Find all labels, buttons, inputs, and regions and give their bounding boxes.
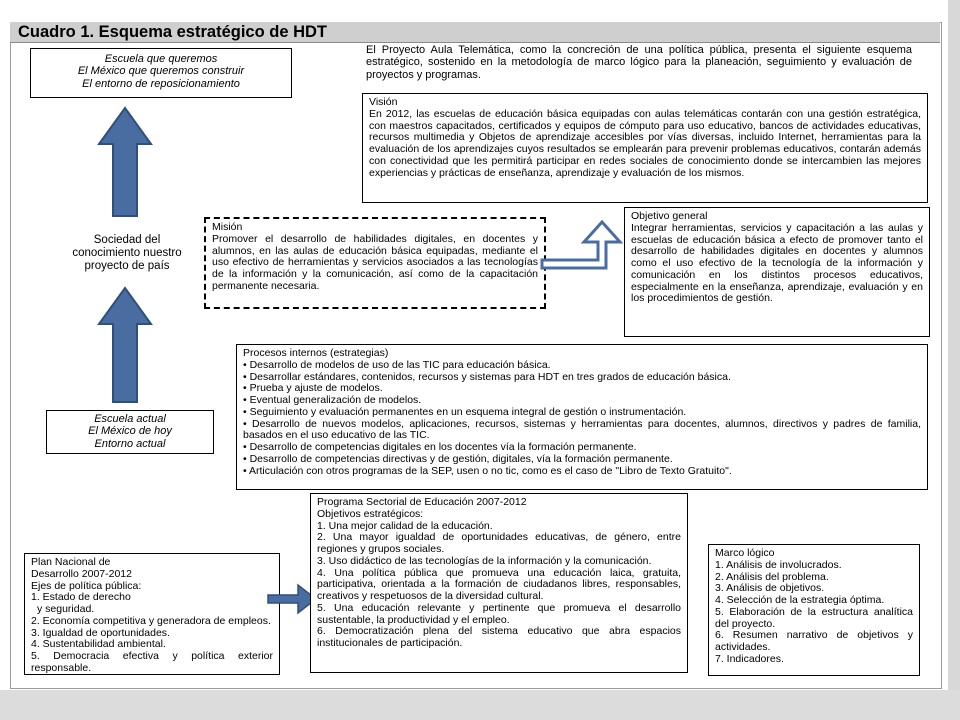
programa-item: 4. Una política pública que promueva una educación laica, gratuita, participativa, orientada a la formación de ciudadanos libres, responsables, creativos y respetuosos de la diversidad cultural. — [317, 566, 681, 602]
programa-item: 5. Una educación relevante y pertinente que promueva el desarrollo sustentable, la productividad y el empleo. — [317, 601, 681, 626]
procesos-item: • Desarrollo de nuevos modelos, aplicaciones, recursos, sistemas y herramientas para docentes, alumnos, directivos y padres de familia, basados en el uso educativo de las TIC. — [243, 417, 921, 442]
up-arrow-top — [97, 106, 153, 218]
intro-text: El Proyecto Aula Telemática, como la concreción de una política pública, presenta el siguiente esquema estratégico, sostenido en la metodología de marco lógico para la planeación, seguimiento y evaluación de proyectos y programas. — [366, 44, 912, 81]
marco-logico-item: 1. Análisis de involucrados. — [715, 558, 842, 571]
up-arrow-bottom — [97, 286, 153, 404]
sociedad-text: Sociedad del conocimiento nuestro proyecto de país — [72, 234, 182, 272]
plan-nacional-line: Desarrollo 2007-2012 — [31, 567, 132, 580]
marco-logico-item: 7. Indicadores. — [715, 652, 784, 665]
objetivo-general-box — [624, 207, 930, 337]
programa-item: 3. Uso didáctico de las tecnologías de la información y la comunicación. — [317, 554, 652, 567]
escuela-actual-line: Entorno actual — [94, 437, 166, 450]
marco-logico-item: 6. Resumen narrativo de objetivos y actividades. — [715, 629, 913, 653]
escuela-queremos-line: El entorno de reposicionamiento — [82, 77, 240, 90]
plan-nacional-line: 1. Estado de derecho — [31, 591, 131, 604]
escuela-actual-box — [46, 410, 214, 454]
plan-nacional-line: 4. Sustentabilidad ambiental. — [31, 638, 166, 651]
programa-item: 6. Democratización plena del sistema educativo que abra espacios institucionales de participación. — [317, 625, 681, 649]
plan-nacional-line: 2. Economía competitiva y generadora de empleos. — [31, 614, 271, 627]
vision-text: En 2012, las escuelas de educación básica equipadas con aulas telemáticas contarán con una gestión estratégica, con maestros capacitados, certificados y equipos de cómputo para uso educativo, bancos de actividades educativas, recursos multimedia y Objetos de aprendizaje accesibles por vías diversas, incluido Internet, herramientas para la evaluación de los aprendizajes cuyos resultados se emplearán para prevenir problemas educativos, contarán además con conectividad que les permitirá participar en redes sociales de conocimiento donde se intercambien las mejores experiencias y prácticas de enseñanza, aprendizaje y evaluación de los mismos. — [369, 107, 921, 179]
marco-logico-item: 4. Selección de la estrategia óptima. — [715, 594, 885, 606]
plan-nacional-line: y seguridad. — [37, 603, 95, 615]
plan-nacional-line: 3. Igualdad de oportunidades. — [31, 626, 170, 639]
marco-logico-box — [708, 544, 920, 676]
procesos-heading: Procesos internos (estrategias) — [243, 347, 389, 359]
escuela-actual-line: Escuela actual — [94, 413, 166, 425]
programa-item: 2. Una mayor igualdad de oportunidades educativas, de género, entre regiones y grupos sociales. — [317, 531, 681, 555]
procesos-item: • Desarrollo de modelos de uso de las TIC para educación básica. — [243, 358, 551, 371]
programa-heading: Programa Sectorial de Educación 2007-2012 — [317, 496, 527, 508]
plan-nacional-box — [24, 553, 280, 675]
marco-logico-item: 2. Análisis del problema. — [715, 570, 829, 583]
outline-arrow-mision-objetivo — [540, 218, 632, 274]
programa-sectorial-box — [310, 493, 688, 673]
marco-logico-item: 3. Análisis de objetivos. — [715, 582, 825, 595]
objetivo-text: Integrar herramientas, servicios y capacitación a las aulas y escuelas de educación básica a efecto de promover tanto el desarrollo de habilidades digitales en docentes y alumnos como el uso efectivo de la tecnología de la información y comunicación en los distintos procesos educativos, especialmente en la enseñanza, aprendizaje, evaluación y en los procedimientos de gestión. — [631, 221, 923, 305]
procesos-item: • Seguimiento y evaluación permanentes en un esquema integral de gestión o instrumentación. — [243, 405, 687, 418]
mision-text: Promover el desarrollo de habilidades digitales, en docentes y alumnos, en las aulas de educación básica equipadas, mediante el uso efectivo de herramientas y servicios asociados a las tecnologías de la información y la comunicación, así como de la capacitación permanente necesaria. — [212, 232, 538, 292]
procesos-item: • Desarrollo de competencias directivas y de gestión, digitales, vía la formación permanente. — [243, 452, 673, 465]
procesos-internos-box — [236, 344, 928, 490]
procesos-item: • Articulación con otros programas de la SEP, usen o no tic, como es el caso de "Libro de Texto Gratuito". — [243, 464, 732, 477]
procesos-item: • Prueba y ajuste de modelos. — [243, 382, 383, 395]
plan-nacional-line: Ejes de política pública: — [31, 579, 142, 592]
procesos-item: • Desarrollar estándares, contenidos, recursos y sistemas para HDT en tres grados de educación básica. — [243, 370, 731, 383]
marco-logico-item: 5. Elaboración de la estructura analítica del proyecto. — [715, 605, 913, 630]
escuela-queremos-line: Escuela que queremos — [104, 53, 218, 65]
mision-heading: Misión — [212, 221, 243, 233]
programa-item: 1. Una mejor calidad de la educación. — [317, 519, 493, 532]
objetivo-heading: Objetivo general — [631, 210, 708, 222]
plan-nacional-line: 5. Democracia efectiva y política exterior responsable. — [31, 650, 273, 674]
vision-box — [362, 93, 928, 203]
right-margin-strip — [948, 0, 960, 720]
programa-subheading: Objetivos estratégicos: — [317, 507, 424, 520]
vision-heading: Visión — [369, 96, 398, 108]
mision-box — [204, 217, 546, 309]
escuela-actual-line: El México de hoy — [88, 425, 172, 438]
plan-nacional-line: Plan Nacional de — [31, 556, 111, 568]
escuela-queremos-line: El México que queremos construir — [77, 65, 245, 78]
figure-title: Cuadro 1. Esquema estratégico de HDT — [18, 23, 327, 41]
escuela-queremos-box — [30, 48, 292, 98]
procesos-item: • Desarrollo de competencias digitales en los docentes vía la formación permanente. — [243, 441, 637, 453]
procesos-item: • Eventual generalización de modelos. — [243, 394, 422, 406]
marco-logico-heading: Marco lógico — [715, 547, 775, 559]
bottom-margin-strip — [0, 690, 960, 720]
